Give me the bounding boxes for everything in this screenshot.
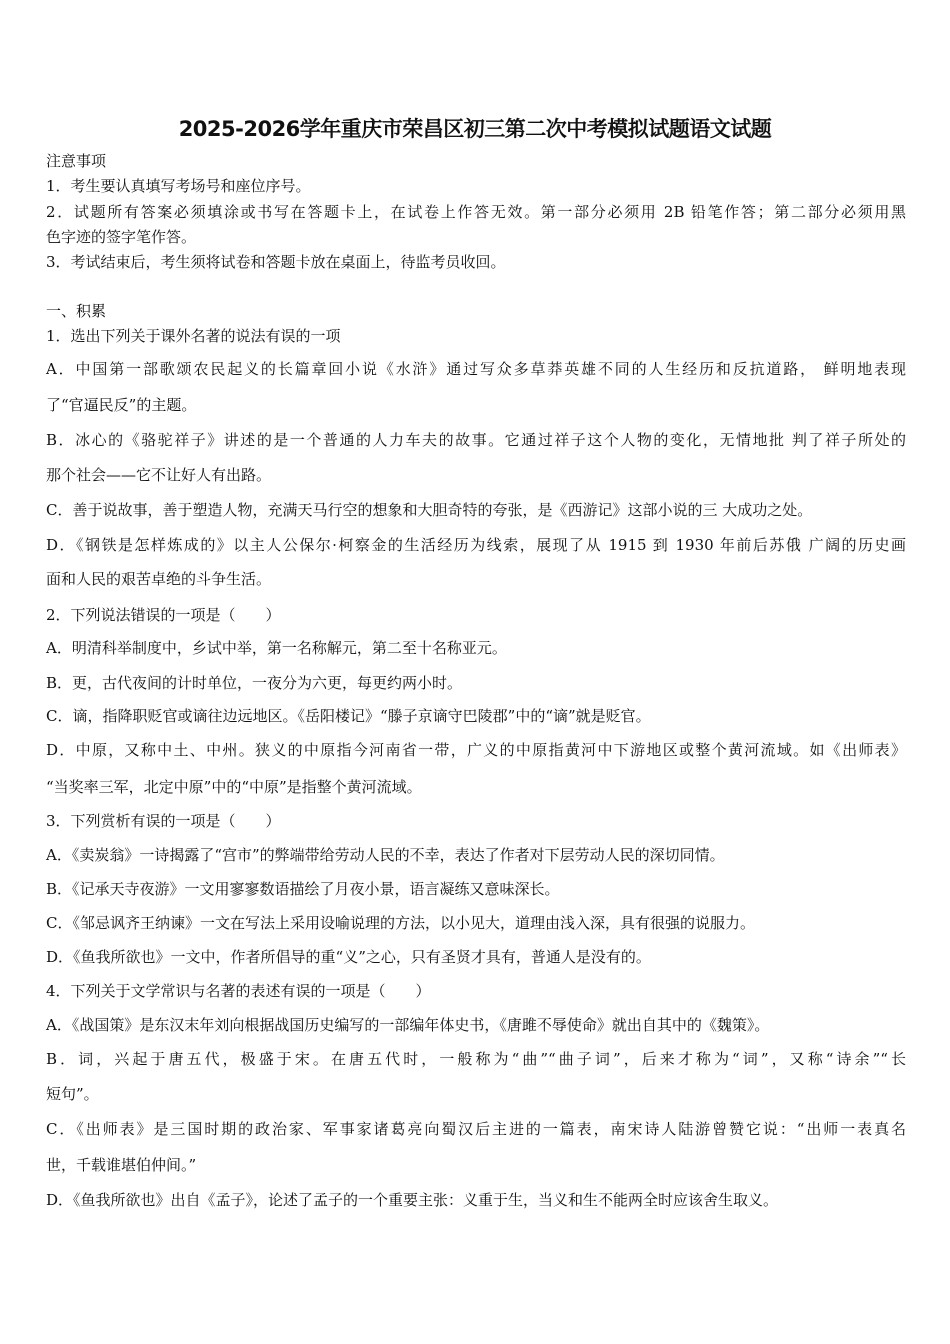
option-line: “当奖率三军，北定中原”中的“中原”是指整个黄河流域。 [46, 778, 422, 796]
question-stem: 1．选出下列关于课外名著的说法有误的一项 [46, 327, 341, 345]
option-line: D．《鱼我所欲也》一文中，作者所倡导的重“义”之心，只有圣贤才具有，普通人是没有的。 [46, 948, 651, 966]
option-line: 世，千载谁堪伯仲间。” [46, 1156, 197, 1174]
notice-item: 2．试题所有答案必须填涂或书写在答题卡上，在试卷上作答无效。第一部分必须用 2B 铅笔作答；第二部分必须用黑 [46, 203, 906, 221]
question-stem: 4．下列关于文学常识与名著的表述有误的一项是（ ） [46, 982, 431, 1000]
option-line: 面和人民的艰苦卓绝的斗争生活。 [46, 570, 272, 588]
option-line: 了“官逼民反”的主题。 [46, 396, 197, 414]
option-line: C．善于说故事，善于塑造人物，充满天马行空的想象和大胆奇特的夸张，是《西游记》这部小说的三 大成功之处。 [46, 501, 813, 519]
option-line: A．《卖炭翁》一诗揭露了“宫市”的弊端带给劳动人民的不幸，表达了作者对下层劳动人民的深切同情。 [46, 846, 725, 864]
question-stem: 2．下列说法错误的一项是（ ） [46, 606, 281, 624]
option-line: D．《钢铁是怎样炼成的》以主人公保尔·柯察金的生活经历为线索，展现了从 1915 到 1930 年前后苏俄 广阔的历史画 [46, 536, 906, 554]
option-line: B．词，兴起于唐五代，极盛于宋。在唐五代时，一般称为“曲”“曲子词”，后来才称为“词”，又称“诗余”“长 [46, 1050, 906, 1068]
page-title: 2025-2026学年重庆市荣昌区初三第二次中考模拟试题语文试题 [178, 117, 772, 141]
option-line: D．中原，又称中土、中州。狭义的中原指今河南省一带，广义的中原指黄河中下游地区或整个黄河流域。如《出师表》 [46, 741, 906, 759]
option-line: A．明清科举制度中，乡试中举，第一名称解元，第二至十名称亚元。 [46, 639, 507, 657]
option-line: A．中国第一部歌颂农民起义的长篇章回小说《水浒》通过写众多草莽英雄不同的人生经历和反抗道路， 鲜明地表现 [46, 360, 906, 378]
notice-item: 1．考生要认真填写考场号和座位序号。 [46, 177, 311, 195]
notice-item: 3．考试结束后，考生须将试卷和答题卡放在桌面上，待监考员收回。 [46, 253, 506, 271]
option-line: C．谪，指降职贬官或谪往边远地区。《岳阳楼记》“滕子京谪守巴陵郡”中的“谪”就是贬官。 [46, 707, 651, 725]
option-line: B．更，古代夜间的计时单位，一夜分为六更，每更约两小时。 [46, 674, 463, 692]
option-line: C．《出师表》是三国时期的政治家、军事家诸葛亮向蜀汉后主进的一篇表，南宋诗人陆游曾赞它说：“出师一表真名 [46, 1120, 906, 1138]
question-stem: 3．下列赏析有误的一项是（ ） [46, 812, 281, 830]
option-line: B．冰心的《骆驼祥子》讲述的是一个普通的人力车夫的故事。它通过祥子这个人物的变化，无情地批 判了祥子所处的 [46, 431, 906, 449]
option-line: C．《邹忌讽齐王纳谏》一文在写法上采用设喻说理的方法，以小见大，道理由浅入深，具有很强的说服力。 [46, 914, 755, 932]
notice-heading: 注意事项 [46, 152, 107, 170]
option-line: 短句”。 [46, 1085, 99, 1103]
notice-item: 色字迹的签字笔作答。 [46, 228, 197, 246]
option-line: B．《记承天寺夜游》一文用寥寥数语描绘了月夜小景，语言凝练又意味深长。 [46, 880, 560, 898]
section-heading: 一、积累 [46, 302, 107, 320]
option-line: A．《战国策》是东汉末年刘向根据战国历史编写的一部编年体史书，《唐雎不辱使命》就出自其中的《魏策》。 [46, 1016, 770, 1034]
option-line: 那个社会——它不让好人有出路。 [46, 466, 272, 484]
option-line: D．《鱼我所欲也》出自《孟子》，论述了孟子的一个重要主张：义重于生，当义和生不能两全时应该舍生取义。 [46, 1191, 779, 1209]
